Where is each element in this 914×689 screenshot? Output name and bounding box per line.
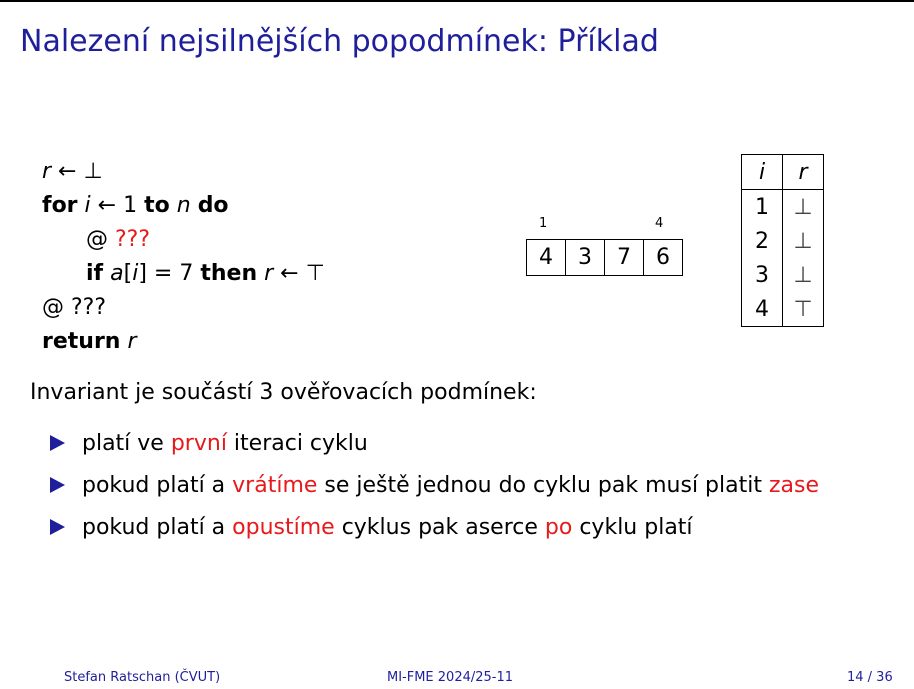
footer-author: Stefan Ratschan (ČVUT): [64, 670, 221, 685]
bullet-highlight: vrátíme: [232, 472, 318, 498]
trace-cell: 1: [742, 190, 783, 225]
triangle-bullet-icon: [50, 477, 65, 493]
bullet-text-part: cyklu platí: [572, 514, 693, 540]
bullet-text-part: platí ve: [82, 430, 171, 456]
trace-header-row: [742, 155, 824, 190]
algo-top: ⊤: [305, 261, 325, 286]
bullet-highlight: zase: [768, 472, 819, 498]
algo-var: r: [42, 159, 52, 184]
algo-var: r: [264, 261, 274, 286]
algo-keyword: if: [86, 261, 104, 286]
trace-cell: 3: [742, 258, 783, 292]
algo-keyword: then: [200, 261, 258, 286]
algo-bracket: [: [123, 261, 133, 286]
trace-header-cell: i: [742, 155, 783, 190]
algo-keyword: return: [42, 329, 121, 354]
algo-unknown: ???: [115, 227, 151, 252]
triangle-bullet-icon: [50, 435, 65, 451]
algorithm-block: [42, 155, 325, 359]
bullet-text-part: cyklus pak aserce: [334, 514, 545, 540]
footer-page-number: 14 / 36: [847, 670, 893, 685]
bullet-text-part: pokud platí a: [82, 514, 233, 540]
algo-keyword: do: [197, 193, 229, 218]
bullet-list: [50, 422, 819, 548]
trace-cell: 4: [742, 292, 783, 327]
trace-cell: ⊤: [783, 292, 824, 327]
trace-cell: ⊥: [783, 258, 824, 292]
top-rule: [0, 0, 914, 2]
trace-cell: ⊥: [783, 190, 824, 225]
trace-header-cell: r: [783, 155, 824, 190]
trace-table: [741, 154, 824, 327]
bullet-item: [50, 506, 819, 548]
algo-var: n: [176, 193, 191, 218]
algo-number: 1: [123, 193, 145, 218]
algo-arrow: ←: [90, 193, 124, 218]
algo-keyword: for: [42, 193, 78, 218]
array-cell: 6: [656, 245, 670, 270]
footer-course: MI-FME 2024/25-11: [387, 670, 514, 685]
algo-var: i: [84, 193, 91, 218]
algo-assert: @: [86, 227, 115, 252]
bullet-item: [50, 464, 819, 506]
algo-var: a: [110, 261, 124, 286]
algo-line-2: [42, 189, 325, 223]
bullet-highlight: opustíme: [232, 514, 335, 540]
array-cell: 3: [566, 240, 605, 275]
trace-row: [742, 190, 824, 225]
algo-line-4: [42, 257, 325, 291]
array-index-first: 1: [539, 216, 548, 231]
bullet-highlight: první: [170, 430, 227, 456]
bullet-text: [82, 431, 368, 456]
bullet-text-part: pokud platí a: [82, 472, 233, 498]
algo-equals: = 7: [146, 261, 201, 286]
algo-arrow: ←: [273, 261, 306, 286]
algo-arrow: ←: [51, 159, 84, 184]
array-cell: 4: [527, 240, 566, 275]
trace-row: [742, 224, 824, 258]
algo-line-1: [42, 155, 325, 189]
algo-keyword: to: [144, 193, 170, 218]
bullet-text: [82, 473, 819, 498]
algo-line-6: [42, 325, 325, 359]
array-index-last: 4: [655, 216, 664, 231]
bullet-item: [50, 422, 819, 464]
trace-row: [742, 292, 824, 327]
bullet-text-part: se ještě jednou do cyklu pak musí platit: [317, 472, 769, 498]
bullet-text: [82, 515, 693, 540]
triangle-bullet-icon: [50, 519, 65, 535]
algo-line-5: @ ???: [42, 295, 107, 320]
trace-row: [742, 258, 824, 292]
slide-title: Nalezení nejsilnějších popodmínek: Příklad: [20, 24, 659, 59]
algo-bottom: ⊥: [83, 159, 103, 184]
algo-line-3: [42, 223, 325, 257]
bullet-highlight: po: [544, 514, 573, 540]
array-cell: 7: [605, 240, 644, 275]
algo-bracket: ]: [138, 261, 147, 286]
algo-var: i: [132, 261, 139, 286]
trace-cell: ⊥: [783, 224, 824, 258]
trace-cell: 2: [742, 224, 783, 258]
array-diagram: [526, 239, 683, 276]
bullet-text-part: iteraci cyklu: [226, 430, 368, 456]
invariant-text: Invariant je součástí 3 ověřovacích podmínek:: [30, 380, 537, 405]
algo-var: r: [127, 329, 137, 354]
